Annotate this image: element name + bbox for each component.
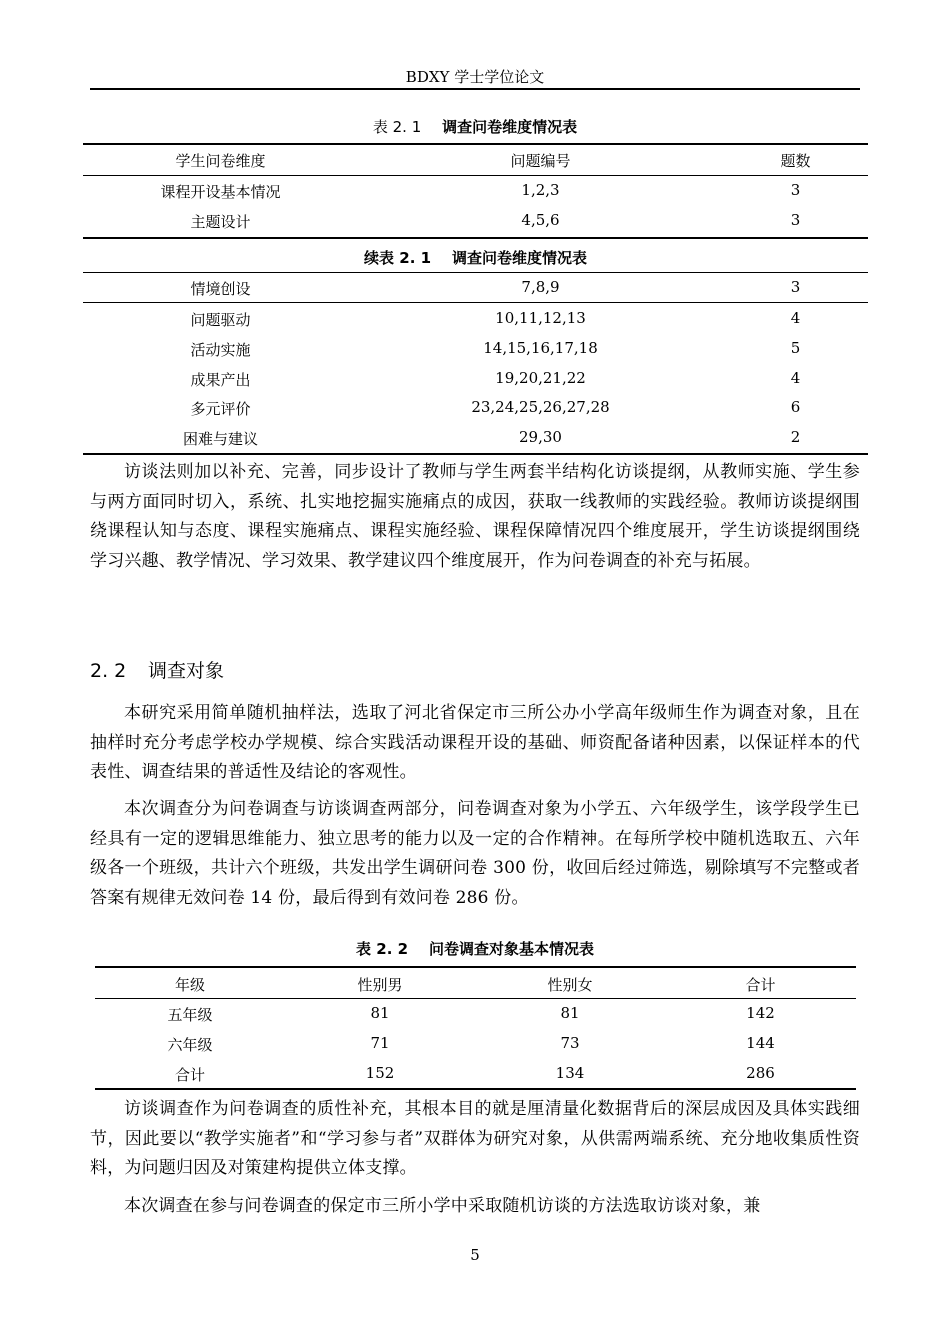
table-row	[83, 211, 868, 233]
table-row	[83, 181, 868, 203]
table2-header-row	[95, 974, 856, 996]
table1-top-rule	[83, 143, 868, 145]
table2-cell: 152	[365, 1064, 395, 1082]
body-paragraph: 本次调查在参与问卷调查的保定市三所小学中采取随机访谈的方法选取访谈对象，兼	[124, 1196, 761, 1216]
table1-caption-number: 表 2. 1	[372, 118, 422, 136]
table2-cell: 73	[560, 1034, 580, 1052]
table1-cont-caption	[83, 247, 868, 268]
table1-cell: 多元评价	[190, 400, 251, 418]
table1-cont-caption-number: 续表 2. 1	[364, 249, 432, 267]
body-paragraph: 访谈法则加以补充、完善，同步设计了教师与学生两套半结构化访谈提纲，从教师实施、学生参与两方面同时切入，系统、扎实地挖掘实施痛点的成因，获取一线教师的实践经验。教师访谈提纲围绕课程认知与态度、课程实施痛点、课程实施经验、课程保障情况四个维度展开，学生访谈提纲围绕学习兴趣、教学情况、学习效果、教学建议四个维度展开，作为问卷调查的补充与拓展。	[90, 462, 860, 571]
table1-cell: 23,24,25,26,27,28	[471, 398, 610, 416]
table2-cell: 合计	[174, 1066, 205, 1084]
table-row	[83, 428, 868, 450]
table1-cell: 困难与建议	[182, 430, 258, 448]
table1-caption	[90, 116, 860, 137]
table-row	[83, 369, 868, 391]
table2-cell: 71	[370, 1034, 390, 1052]
table1-cell: 7,8,9	[521, 278, 560, 296]
table1-cell: 14,15,16,17,18	[483, 339, 598, 357]
table1-header-row	[83, 150, 868, 172]
table1-header-cell: 题数	[780, 152, 811, 170]
table-row	[83, 398, 868, 420]
table2-cell: 144	[746, 1034, 775, 1052]
table2-bottom-rule	[95, 1088, 856, 1090]
table1-cell: 3	[790, 211, 801, 229]
table2-cell: 286	[746, 1064, 775, 1082]
table2-header-cell: 性别女	[547, 976, 593, 994]
page-number: 5	[470, 1246, 480, 1264]
table-row	[83, 309, 868, 331]
table1-cell: 成果产出	[190, 371, 251, 389]
table1-cell: 2	[790, 428, 801, 446]
table1-cell: 4,5,6	[521, 211, 560, 229]
table1-caption-text: 调查问卷维度情况表	[442, 118, 578, 136]
table1-cell: 6	[790, 398, 801, 416]
table2-cell: 134	[555, 1064, 585, 1082]
table2-header-cell: 合计	[745, 976, 776, 994]
table1-cont-caption-text: 调查问卷维度情况表	[451, 249, 587, 267]
table-row	[83, 339, 868, 361]
section-title: 调查对象	[148, 660, 225, 682]
table2-header-cell: 性别男	[357, 976, 403, 994]
body-paragraph: 访谈调查作为问卷调查的质性补充，其根本目的就是厘清量化数据背后的深层成因及具体实践细节，因此要以“教学实施者”和“学习参与者”双群体为研究对象，从供需两端系统、充分地收集质性资料，为问题归因及对策建构提供立体支撑。	[90, 1099, 860, 1178]
table2-cell: 五年级	[167, 1006, 213, 1024]
table2-cell: 六年级	[167, 1036, 213, 1054]
table1-cell: 3	[790, 181, 801, 199]
table-row	[95, 1064, 856, 1086]
table2-header-cell: 年级	[174, 976, 205, 994]
table-row	[95, 1004, 856, 1026]
table1-header-cell: 学生问卷维度	[175, 152, 266, 170]
table1-cell: 29,30	[519, 428, 562, 446]
table-row	[83, 278, 868, 300]
table2-header-rule	[95, 998, 856, 999]
body-paragraph: 本次调查分为问卷调查与访谈调查两部分，问卷调查对象为小学五、六年级学生，该学段学生已经具有一定的逻辑思维能力、独立思考的能力以及一定的合作精神。在每所学校中随机选取五、六年级各一个班级，共计六个班级，共发出学生调研问卷 300 份，收回后经过筛选，剔除填写不完整或者答案有规律无效问卷 14 份，最后得到有效问卷 286 份。	[90, 799, 860, 908]
table1-header-rule	[83, 175, 868, 176]
table1-bottom-rule	[83, 453, 868, 455]
table2-cell: 81	[370, 1004, 390, 1022]
table1-cell: 活动实施	[190, 341, 251, 359]
table1-cell: 1,2,3	[521, 181, 560, 199]
table2-cell: 81	[560, 1004, 580, 1022]
table1-cell: 10,11,12,13	[495, 309, 586, 327]
table1-cell: 3	[790, 278, 801, 296]
table1-cell: 19,20,21,22	[495, 369, 586, 387]
table1-break-rule	[83, 237, 868, 239]
table1-cell: 4	[790, 309, 801, 327]
table1-cell: 4	[790, 369, 801, 387]
header-rule	[90, 88, 860, 90]
table1-cell: 问题驱动	[190, 311, 251, 329]
table2-caption-number: 表 2. 2	[356, 940, 409, 958]
table2-cell: 142	[746, 1004, 775, 1022]
table1-cell: 情境创设	[190, 280, 251, 298]
table1-header-cell: 问题编号	[510, 152, 571, 170]
section-heading	[90, 656, 224, 683]
running-header: BDXY 学士学位论文	[405, 68, 545, 86]
table1-cell: 课程开设基本情况	[160, 183, 281, 201]
table1-cell: 主题设计	[190, 213, 251, 231]
table1-row-rule	[83, 302, 868, 303]
table1-cont-rule	[83, 272, 868, 273]
table2-caption	[90, 938, 860, 959]
table1-cell: 5	[790, 339, 801, 357]
table2-top-rule	[95, 966, 856, 968]
section-number: 2. 2	[90, 660, 127, 682]
body-paragraph: 本研究采用简单随机抽样法，选取了河北省保定市三所公办小学高年级师生作为调查对象，且在抽样时充分考虑学校办学规模、综合实践活动课程开设的基础、师资配备诸种因素，以保证样本的代表性、调查结果的普适性及结论的客观性。	[90, 703, 860, 782]
table-row	[95, 1034, 856, 1056]
table2-caption-text: 问卷调查对象基本情况表	[428, 940, 594, 958]
